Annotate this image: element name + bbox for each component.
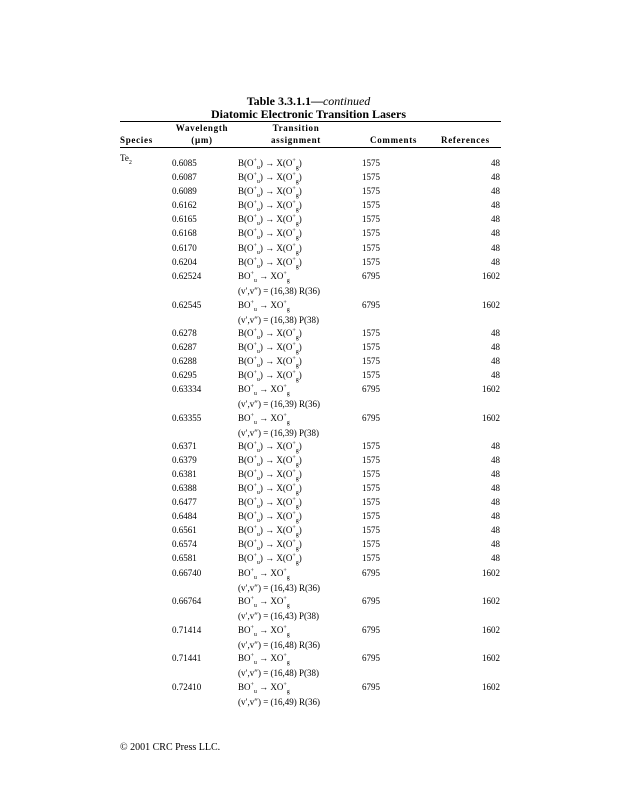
- table-number: Table 3.3.1.1: [246, 94, 311, 108]
- wavelength-cell: 0.66740: [172, 568, 202, 578]
- continued-label: continued: [322, 94, 371, 108]
- species-subscript: 2: [128, 159, 132, 166]
- comments-cell: 1575: [362, 257, 380, 267]
- transition-cell: $B(O^+_u) \to X(O^+_g)$: [238, 441, 302, 454]
- transition-cell: $B(O^+_u) \to X(O^+_g)$: [238, 228, 302, 241]
- transition-header-line2: assignment: [270, 135, 321, 145]
- references-cell: 1602: [482, 413, 500, 423]
- wavelength-cell: 0.6484: [172, 511, 197, 521]
- wavelength-cell: 0.66764: [172, 596, 202, 606]
- comments-cell: 1575: [362, 469, 380, 479]
- wavelength-header-line2: (µm): [191, 135, 213, 145]
- references-cell: 48: [491, 553, 500, 563]
- wavelength-cell: 0.6581: [172, 553, 197, 563]
- comments-cell: 1575: [362, 200, 380, 210]
- comments-cell: 1575: [362, 553, 380, 563]
- table-subtitle: Diatomic Electronic Transition Lasers: [211, 107, 406, 121]
- transition-cell: $B(O^+_u) \to X(O^+_g)$: [238, 200, 302, 213]
- transition-cell: $B(O^+_u) \to X(O^+_g)$: [238, 370, 302, 383]
- transition-cell: $B(O^+_u) \to X(O^+_g)$: [238, 511, 302, 524]
- references-cell: 1602: [482, 568, 500, 578]
- references-cell: 48: [491, 497, 500, 507]
- references-cell: 48: [491, 511, 500, 521]
- comments-cell: 1575: [362, 172, 380, 182]
- transition-header-line1: Transition: [272, 123, 320, 133]
- comments-cell: 1575: [362, 228, 380, 238]
- wavelength-cell: 0.6287: [172, 342, 197, 352]
- transition-note: (v′,v″) = (16,38) P(38): [238, 315, 320, 325]
- comments-cell: 6795: [362, 384, 380, 394]
- transition-cell: $B(O^+_u) \to X(O^+_g)$: [238, 186, 302, 199]
- wavelength-cell: 0.6168: [172, 228, 197, 238]
- references-cell: 48: [491, 158, 500, 168]
- comments-cell: 6795: [362, 300, 380, 310]
- transition-note: (v′,v″) = (16,43) R(36): [238, 583, 321, 593]
- transition-cell: $B(O^+_u) \to X(O^+_g)$: [238, 356, 302, 369]
- comments-cell: 1575: [362, 328, 380, 338]
- transition-cell: $B(O^+_u) \to X(O^+_g)$: [238, 525, 302, 538]
- comments-cell: 1575: [362, 370, 380, 380]
- transition-cell: $BO^+_u \to XO^+_g$: [238, 384, 290, 397]
- references-cell: 48: [491, 186, 500, 196]
- transition-cell: $B(O^+_u) \to X(O^+_g)$: [238, 455, 302, 468]
- wavelength-cell: 0.6087: [172, 172, 197, 182]
- wavelength-header: [170, 122, 234, 146]
- species-symbol: Te: [120, 153, 129, 163]
- wavelength-cell: 0.6204: [172, 257, 197, 267]
- wavelength-cell: 0.71414: [172, 625, 202, 635]
- transition-cell: $BO^+_u \to XO^+_g$: [238, 682, 290, 695]
- transition-cell: $BO^+_u \to XO^+_g$: [238, 271, 290, 284]
- references-cell: 48: [491, 356, 500, 366]
- comments-cell: 1575: [362, 539, 380, 549]
- transition-cell: $B(O^+_u) \to X(O^+_g)$: [238, 257, 302, 270]
- wavelength-cell: 0.6574: [172, 539, 197, 549]
- transition-note: (v′,v″) = (16,43) P(38): [238, 611, 320, 621]
- species-header: Species: [120, 135, 153, 145]
- comments-cell: 6795: [362, 596, 380, 606]
- comments-cell: 1575: [362, 342, 380, 352]
- transition-cell: $BO^+_u \to XO^+_g$: [238, 653, 290, 666]
- wavelength-cell: 0.71441: [172, 653, 202, 663]
- transition-cell: $B(O^+_u) \to X(O^+_g)$: [238, 243, 302, 256]
- transition-cell: $B(O^+_u) \to X(O^+_g)$: [238, 214, 302, 227]
- comments-cell: 1575: [362, 483, 380, 493]
- references-cell: 48: [491, 228, 500, 238]
- wavelength-cell: 0.6477: [172, 497, 197, 507]
- comments-cell: 1575: [362, 356, 380, 366]
- wavelength-cell: 0.6089: [172, 186, 197, 196]
- wavelength-cell: 0.62545: [172, 300, 202, 310]
- comments-cell: 6795: [362, 682, 380, 692]
- transition-cell: $BO^+_u \to XO^+_g$: [238, 625, 290, 638]
- wavelength-header-line1: Wavelength: [175, 123, 229, 133]
- transition-cell: $B(O^+_u) \to X(O^+_g)$: [238, 539, 302, 552]
- wavelength-cell: 0.6288: [172, 356, 197, 366]
- comments-cell: 1575: [362, 243, 380, 253]
- references-header: References: [441, 135, 490, 145]
- wavelength-cell: 0.6085: [172, 158, 197, 168]
- references-cell: 48: [491, 342, 500, 352]
- transition-cell: $B(O^+_u) \to X(O^+_g)$: [238, 483, 302, 496]
- references-cell: 48: [491, 455, 500, 465]
- comments-cell: 1575: [362, 511, 380, 521]
- transition-cell: $BO^+_u \to XO^+_g$: [238, 300, 290, 313]
- wavelength-cell: 0.6561: [172, 525, 197, 535]
- wavelength-cell: 0.6295: [172, 370, 197, 380]
- transition-cell: $B(O^+_u) \to X(O^+_g)$: [238, 172, 302, 185]
- references-cell: 48: [491, 483, 500, 493]
- title-dash: —: [310, 94, 323, 108]
- references-cell: 48: [491, 539, 500, 549]
- comments-cell: 6795: [362, 568, 380, 578]
- references-cell: 48: [491, 200, 500, 210]
- species-cell: [120, 153, 132, 164]
- references-cell: 1602: [482, 384, 500, 394]
- comments-cell: 6795: [362, 413, 380, 423]
- wavelength-cell: 0.63334: [172, 384, 202, 394]
- comments-cell: 1575: [362, 186, 380, 196]
- header-rule: [120, 147, 501, 148]
- comments-cell: 1575: [362, 455, 380, 465]
- transition-note: (v′,v″) = (16,38) R(36): [238, 286, 321, 296]
- comments-cell: 1575: [362, 158, 380, 168]
- transition-cell: $B(O^+_u) \to X(O^+_g)$: [238, 497, 302, 510]
- comments-cell: 6795: [362, 625, 380, 635]
- wavelength-cell: 0.6388: [172, 483, 197, 493]
- transition-cell: $B(O^+_u) \to X(O^+_g)$: [238, 342, 302, 355]
- transition-note: (v′,v″) = (16,48) R(36): [238, 640, 321, 650]
- comments-header: Comments: [370, 135, 418, 145]
- references-cell: 1602: [482, 625, 500, 635]
- wavelength-cell: 0.62524: [172, 271, 202, 281]
- comments-cell: 1575: [362, 525, 380, 535]
- references-cell: 1602: [482, 300, 500, 310]
- transition-note: (v′,v″) = (16,49) R(36): [238, 697, 321, 707]
- copyright-footer: © 2001 CRC Press LLC.: [120, 742, 221, 753]
- transition-cell: $BO^+_u \to XO^+_g$: [238, 596, 290, 609]
- transition-cell: $B(O^+_u) \to X(O^+_g)$: [238, 553, 302, 566]
- references-cell: 48: [491, 469, 500, 479]
- wavelength-cell: 0.6170: [172, 243, 197, 253]
- references-cell: 48: [491, 257, 500, 267]
- references-cell: 48: [491, 525, 500, 535]
- wavelength-cell: 0.6165: [172, 214, 197, 224]
- transition-header: [255, 122, 337, 146]
- comments-cell: 1575: [362, 214, 380, 224]
- wavelength-cell: 0.6162: [172, 200, 197, 210]
- wavelength-cell: 0.6278: [172, 328, 197, 338]
- comments-cell: 6795: [362, 271, 380, 281]
- wavelength-cell: 0.72410: [172, 682, 202, 692]
- references-cell: 48: [491, 172, 500, 182]
- transition-cell: $BO^+_u \to XO^+_g$: [238, 413, 290, 426]
- wavelength-cell: 0.6381: [172, 469, 197, 479]
- references-cell: 1602: [482, 653, 500, 663]
- wavelength-cell: 0.63355: [172, 413, 202, 423]
- transition-cell: $B(O^+_u) \to X(O^+_g)$: [238, 158, 302, 171]
- transition-cell: $B(O^+_u) \to X(O^+_g)$: [238, 469, 302, 482]
- wavelength-cell: 0.6379: [172, 455, 197, 465]
- references-cell: 1602: [482, 596, 500, 606]
- comments-cell: 6795: [362, 653, 380, 663]
- references-cell: 48: [491, 243, 500, 253]
- references-cell: 48: [491, 214, 500, 224]
- references-cell: 1602: [482, 271, 500, 281]
- wavelength-cell: 0.6371: [172, 441, 197, 451]
- transition-note: (v′,v″) = (16,39) P(38): [238, 428, 320, 438]
- transition-cell: $B(O^+_u) \to X(O^+_g)$: [238, 328, 302, 341]
- transition-cell: $BO^+_u \to XO^+_g$: [238, 568, 290, 581]
- comments-cell: 1575: [362, 441, 380, 451]
- comments-cell: 1575: [362, 497, 380, 507]
- references-cell: 1602: [482, 682, 500, 692]
- references-cell: 48: [491, 370, 500, 380]
- transition-note: (v′,v″) = (16,39) R(36): [238, 399, 321, 409]
- references-cell: 48: [491, 328, 500, 338]
- references-cell: 48: [491, 441, 500, 451]
- transition-note: (v′,v″) = (16,48) P(38): [238, 668, 320, 678]
